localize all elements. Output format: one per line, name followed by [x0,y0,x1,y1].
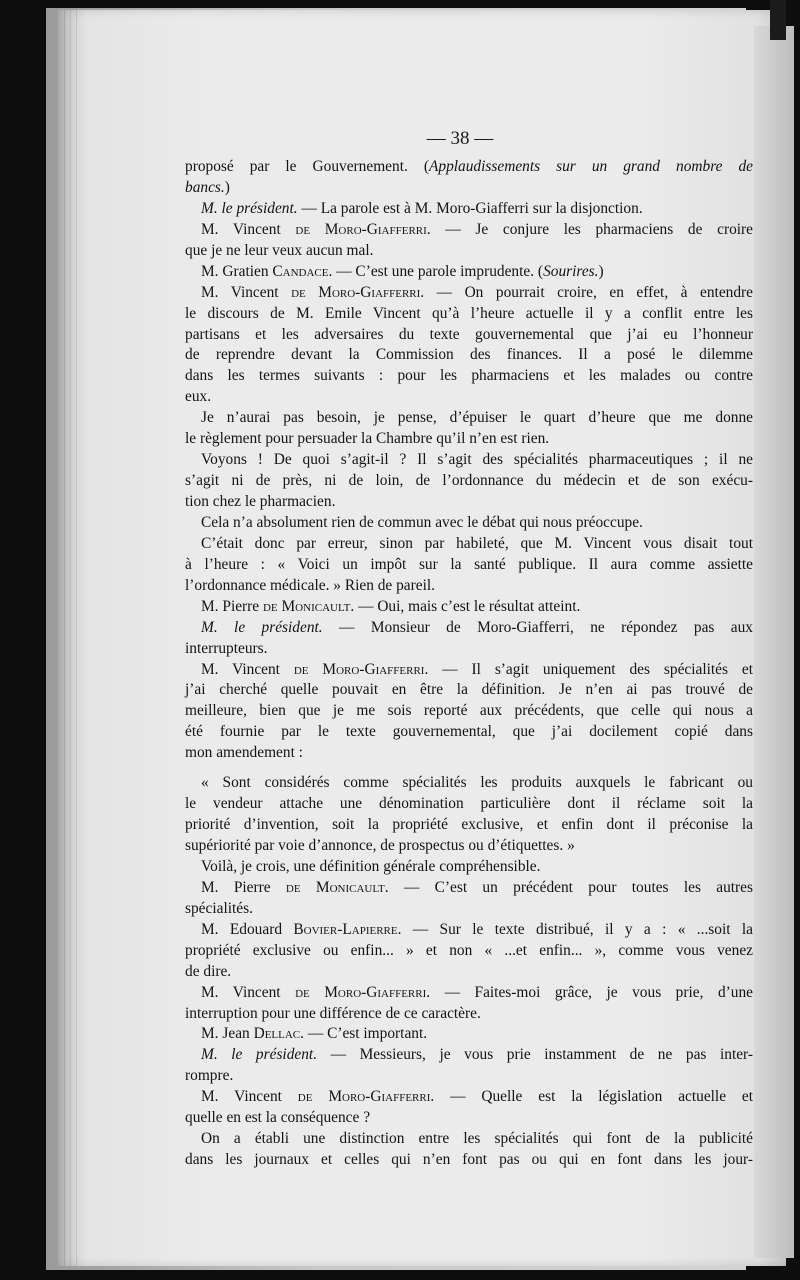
text-line [185,857,753,878]
text-line [185,836,753,857]
text-line [185,680,753,701]
text-segment: supériorité par voie d’annonce, de prospectus ou d’étiquettes. » [185,837,575,854]
text-segment: M. Jean [201,1025,254,1043]
text-segment: M. Vincent [201,1088,298,1106]
text-segment: — Oui, mais c’est le résultat atteint. [354,597,581,615]
text-segment: Voyons ! De quoi s’agit-il ? Il s’agit des spécialités pharmaceutiques ; il ne [201,451,753,469]
text-line [185,534,753,555]
speaker-name: de Moro-Giafferri. [295,983,431,1001]
italic-text: Applaudissements sur un grand nombre de [428,158,753,175]
text-line [185,815,753,836]
text-segment: à l’heure : « Voici un impôt sur la santé publique. Il aura comme assiette [185,555,753,573]
text-line [185,1129,753,1150]
text-segment: proposé par le Gouvernement. ( [185,158,429,175]
text-segment: — C’est un précédent pour toutes les autres [388,878,753,896]
text-segment: le règlement pour persuader la Chambre qu’il n’en est rien. [185,430,550,448]
text-segment: spécialités. [185,899,253,917]
text-line [185,722,753,743]
page-fold-line [70,10,71,1266]
text-segment: dans les journaux et celles qui n’en font pas ou qui en font dans les jour- [185,1151,753,1169]
text-line [185,325,753,346]
italic-text: bancs. [185,178,225,196]
text-line [185,794,753,815]
text-segment: « Sont considérés comme spécialités les produits auxquels le fabricant ou [201,774,753,792]
text-line [185,262,753,283]
text-segment: — Faites-moi grâce, je vous prie, d’une [430,983,754,1001]
text-segment: — Sur le texte distribué, il y a : « ...soit la [401,920,753,938]
text-line [185,450,753,471]
text-line [185,899,753,920]
paragraph-gap [185,764,753,773]
text-segment: — C’est important. [303,1025,428,1043]
text-segment: l’ordonnance médicale. » Rien de pareil. [185,576,435,594]
text-line [185,1108,753,1129]
binding-tab [770,0,786,40]
page-fold-line [64,10,65,1266]
text-line [185,660,753,681]
body-text [185,157,753,1171]
text-line [185,283,753,304]
text-line [185,962,753,983]
text-line [185,220,753,241]
text-segment: interrupteurs. [185,639,268,657]
text-segment: mon amendement : [185,744,303,762]
text-line [185,304,753,325]
text-segment: — Messieurs, je vous prie instamment de ne pas inter- [317,1046,753,1064]
speaker-name: Dellac. [253,1025,304,1043]
italic-text: M. le président. [201,1046,318,1064]
text-segment: s’agit ni de près, ni de loin, de l’ordonnance du médecin et de son exécu- [185,472,753,490]
text-segment: — Monsieur de Moro-Giafferri, ne répondez pas aux [322,618,753,636]
text-line [185,471,753,492]
text-line [185,429,753,450]
text-line [185,878,753,899]
text-segment: Je n’aurai pas besoin, je pense, d’épuiser le quart d’heure que me donne [201,409,753,427]
text-segment: partisans et les adversaires du texte gouvernemental que j’ai eu l’honneur [185,325,753,343]
text-segment: — Quelle est la législation actuelle et [434,1088,754,1106]
text-line [185,1087,753,1108]
text-line [185,639,753,660]
text-line [185,773,753,794]
text-segment: quelle en est la conséquence ? [185,1109,371,1127]
text-segment: Cela n’a absolument rien de commun avec le débat qui nous préoccupe. [201,513,643,531]
text-segment: — On pourrait croire, en effet, à entendre [424,283,754,301]
text-segment: M. Gratien [201,262,273,280]
text-segment: C’était donc par erreur, sinon par habileté, que M. Vincent vous disait tout [201,534,753,552]
text-segment: de dire. [185,962,232,980]
speaker-name: de Moro-Giafferri. [295,220,431,238]
italic-text: Sourires. [543,262,599,280]
text-line [185,513,753,534]
right-page-edge [754,26,794,1258]
text-segment: propriété exclusive ou enfin... » et non « ...et enfin... », comme vous venez [185,941,753,959]
italic-text: M. le président. [201,618,323,636]
text-segment: interruption pour une différence de ce caractère. [185,1004,481,1022]
text-line [185,941,753,962]
text-line [185,178,753,199]
text-segment: — Il s’agit uniquement des spécialités et [428,660,754,678]
text-segment: que je ne leur veux aucun mal. [185,241,374,259]
text-line [185,1024,753,1045]
text-segment: M. Pierre [201,597,263,615]
text-segment: priorité d’invention, soit la propriété exclusive, et enfin dont il préconise la [185,816,753,834]
text-segment: — C’est une parole imprudente. ( [332,262,544,280]
speaker-name: de Monicault. [285,878,389,896]
text-segment: le discours de M. Emile Vincent qu’à l’heure actuelle il y a conflit entre les [185,304,753,322]
text-segment: M. Edouard [201,920,294,938]
text-line [185,199,753,220]
text-line [185,743,753,764]
speaker-name: Candace. [272,262,333,280]
text-line [185,492,753,513]
speaker-name: Bovier-Lapierre. [293,920,402,938]
text-segment: M. Vincent [201,660,294,678]
text-line [185,387,753,408]
text-line [185,701,753,722]
text-segment: ) [598,262,604,280]
text-line [185,1004,753,1025]
text-segment: M. Pierre [201,878,286,896]
text-segment: ) [224,178,230,196]
text-line [185,408,753,429]
text-line [185,1066,753,1087]
text-line [185,618,753,639]
italic-text: M. le président. [201,199,298,217]
text-segment: eux. [185,388,212,406]
text-segment: meilleure, bien que je me sois reporté aux précédents, que celle qui nous a [185,702,753,720]
text-segment: tion chez le pharmacien. [185,493,336,510]
page-number: — 38 — [426,128,494,149]
text-line [185,1150,753,1171]
speaker-name: de Moro-Giafferri. [291,283,425,301]
text-segment: On a établi une distinction entre les spécialités qui font de la publicité [201,1130,753,1148]
text-line [185,1045,753,1066]
speaker-name: de Moro-Giafferri. [293,660,429,678]
text-segment: le vendeur attache une dénomination particulière dont il réclame soit la [185,795,753,813]
text-segment: rompre. [185,1067,234,1085]
text-segment: j’ai cherché quelle pouvait en être la définition. Je n’en ai pas trouvé de [185,681,753,699]
text-line [185,157,753,178]
text-line [185,576,753,597]
text-segment: M. Vincent [201,283,292,301]
text-line [185,241,753,262]
text-line [185,920,753,941]
text-line [185,345,753,366]
text-segment: dans les termes suivants : pour les pharmaciens et les malades ou contre [185,367,753,385]
text-segment: Voilà, je crois, une définition générale compréhensible. [201,857,541,875]
text-line [185,597,753,618]
speaker-name: de Moro-Giafferri. [297,1088,435,1106]
text-segment: — Je conjure les pharmaciens de croire [430,220,753,238]
text-line [185,555,753,576]
text-line [185,366,753,387]
text-segment: été fournie par le texte gouvernemental, que j’ai docilement copié dans [185,723,753,741]
text-segment: — La parole est à M. Moro-Giafferri sur la disjonction. [297,199,643,217]
text-segment: M. Vincent [201,220,296,238]
page-fold-line [76,10,77,1266]
text-line [185,983,753,1004]
speaker-name: de Monicault. [262,597,355,615]
text-segment: M. Vincent [201,983,296,1001]
text-segment: de reprendre devant la Commission des finances. Il a posé le dilemme [185,346,753,364]
